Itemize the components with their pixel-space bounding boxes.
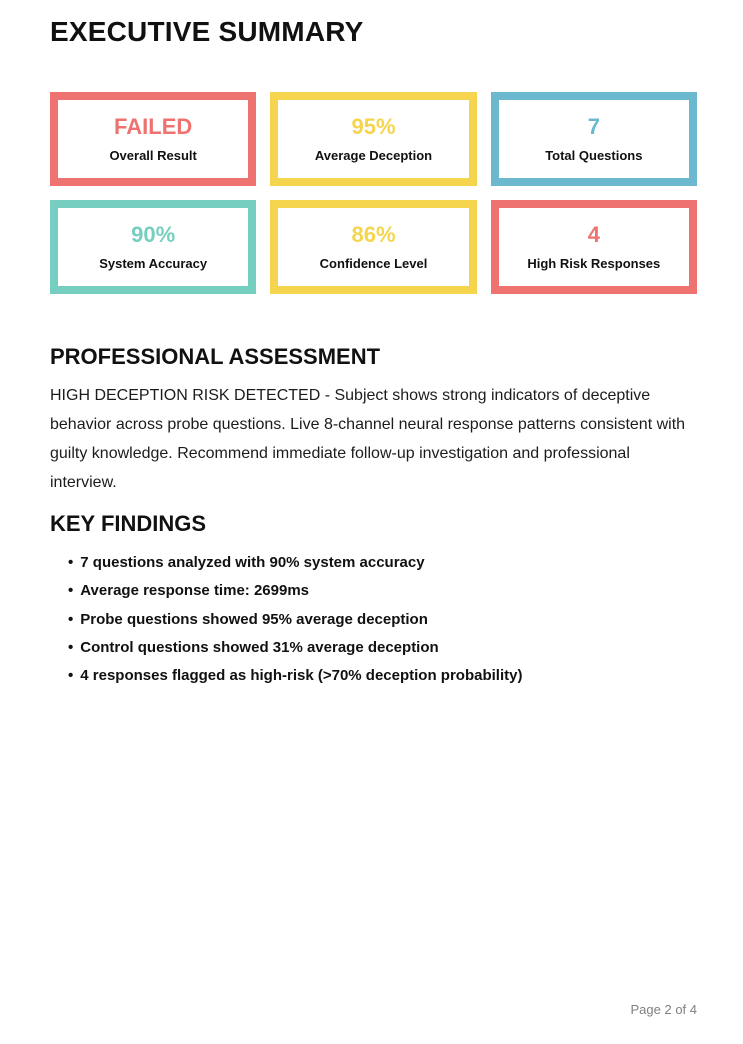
key-finding-item <box>68 662 697 690</box>
key-finding-text: 4 responses flagged as high-risk (>70% deception probability) <box>80 667 523 685</box>
key-finding-item <box>68 549 697 577</box>
section-heading-key-findings: KEY FINDINGS <box>50 510 207 536</box>
bullet-icon: • <box>68 553 74 571</box>
stat-card <box>270 92 476 186</box>
bullet-icon: • <box>68 667 74 685</box>
bullet-icon: • <box>68 638 74 656</box>
page-title: EXECUTIVE SUMMARY <box>50 16 364 47</box>
key-finding-text: Probe questions showed 95% average deception <box>80 610 428 628</box>
stat-card-value: 4 <box>587 222 600 248</box>
stat-card-value: FAILED <box>114 114 193 140</box>
stat-card-value: 95% <box>351 114 396 140</box>
stat-card-value: 90% <box>131 222 176 248</box>
stat-card <box>491 200 697 294</box>
stat-card <box>50 200 256 294</box>
bullet-icon: • <box>68 582 74 600</box>
key-finding-text: Average response time: 2699ms <box>80 582 309 600</box>
stat-card-label: Confidence Level <box>319 255 428 271</box>
key-finding-text: 7 questions analyzed with 90% system accuracy <box>80 553 425 571</box>
stat-card-label: High Risk Responses <box>527 255 661 271</box>
key-finding-text: Control questions showed 31% average deception <box>80 638 439 656</box>
stat-card-label: Average Deception <box>314 147 433 163</box>
stat-card-label: System Accuracy <box>99 255 208 271</box>
stat-card <box>50 92 256 186</box>
assessment-body-text: HIGH DECEPTION RISK DETECTED - Subject shows strong indicators of deceptive behavior across probe questions. Live 8-channel neural response patterns consistent with guilty knowledge. Recommend immediate follow-up investigation and professional interview. <box>50 386 686 491</box>
bullet-icon: • <box>68 610 74 628</box>
key-finding-item <box>68 577 697 605</box>
page-number: Page 2 of 4 <box>630 1002 697 1017</box>
key-finding-item <box>68 634 697 662</box>
stat-card <box>270 200 476 294</box>
key-finding-item <box>68 606 697 634</box>
stat-card-value: 7 <box>587 114 600 140</box>
stat-cards-grid <box>50 92 697 294</box>
stat-card <box>491 92 697 186</box>
section-heading-professional-assessment: PROFESSIONAL ASSESSMENT <box>50 344 381 370</box>
stat-card-label: Total Questions <box>545 147 643 163</box>
key-findings-list <box>50 549 697 690</box>
stat-card-value: 86% <box>351 222 396 248</box>
stat-card-label: Overall Result <box>109 147 197 163</box>
